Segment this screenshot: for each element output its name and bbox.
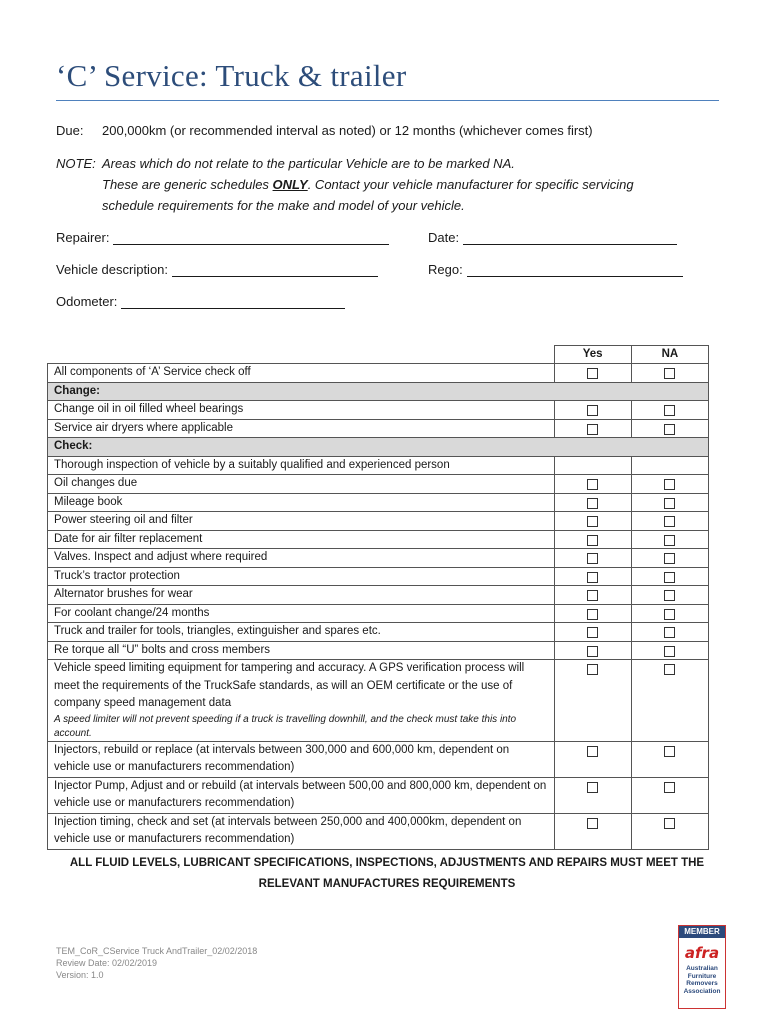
na-cell: [631, 660, 708, 742]
na-checkbox[interactable]: [664, 368, 675, 379]
yes-checkbox[interactable]: [587, 572, 598, 583]
due-text: 200,000km (or recommended interval as noted) or 12 months (whichever comes first): [102, 123, 593, 138]
yes-cell: [554, 475, 631, 494]
checklist-item-text: Injection timing, check and set (at intervals between 250,000 and 400,000km, dependent on vehicle use or manufacturers recommendation): [54, 815, 522, 845]
document-id: TEM_CoR_CService Truck AndTrailer_02/02/2018: [56, 946, 258, 956]
yes-cell: [554, 549, 631, 568]
checklist-item: [48, 604, 555, 623]
yes-checkbox[interactable]: [587, 424, 598, 435]
yes-cell: [554, 419, 631, 438]
table-row: [48, 419, 709, 438]
table-row: [48, 475, 709, 494]
checklist-item: [48, 660, 555, 742]
na-checkbox[interactable]: [664, 646, 675, 657]
yes-cell: [554, 586, 631, 605]
odometer-field[interactable]: [56, 294, 345, 309]
checklist-item: [48, 741, 555, 777]
checklist-item-note: A speed limiter will not prevent speeding if a truck is travelling downhill, and the check must take this into account.: [54, 713, 517, 739]
checklist-item-text: Valves. Inspect and adjust where required: [54, 551, 268, 563]
yes-checkbox[interactable]: [587, 498, 598, 509]
due-label: Due:: [56, 123, 84, 138]
na-checkbox[interactable]: [664, 572, 675, 583]
rego-label: Rego:: [428, 262, 463, 277]
vehicle-description-label: Vehicle description:: [56, 262, 169, 277]
yes-checkbox[interactable]: [587, 405, 598, 416]
checklist-item: [48, 512, 555, 531]
checklist-item: [48, 530, 555, 549]
na-checkbox[interactable]: [664, 818, 675, 829]
na-cell: [631, 512, 708, 531]
checklist-item: [48, 419, 555, 438]
date-label: Date:: [428, 230, 460, 245]
note-line-2-post: . Contact your vehicle manufacturer for specific servicing: [307, 177, 634, 192]
yes-cell: [554, 813, 631, 849]
repairer-field[interactable]: [56, 230, 389, 245]
checklist-item: [48, 475, 555, 494]
na-checkbox[interactable]: [664, 553, 675, 564]
header-spacer: [48, 346, 555, 364]
association-name-1: Australian: [686, 965, 718, 972]
na-cell: [631, 777, 708, 813]
yes-cell: [554, 660, 631, 742]
na-cell: [631, 493, 708, 512]
yes-cell: [554, 512, 631, 531]
version: Version: 1.0: [56, 970, 104, 980]
yes-checkbox[interactable]: [587, 516, 598, 527]
review-date: Review Date: 02/02/2019: [56, 958, 158, 968]
checklist-item: [48, 493, 555, 512]
checklist-item-text: Truck and trailer for tools, triangles, extinguisher and spares etc.: [54, 625, 381, 637]
table-row: [48, 813, 709, 849]
yes-cell: [554, 567, 631, 586]
col-na-header: NA: [631, 346, 708, 364]
checklist-item: [48, 549, 555, 568]
checklist-item-text: Thorough inspection of vehicle by a suitably qualified and experienced person: [54, 458, 450, 471]
yes-checkbox[interactable]: [587, 553, 598, 564]
section-row: [48, 382, 709, 401]
checklist-item-text: Change oil in oil filled wheel bearings: [54, 403, 244, 415]
odometer-blank[interactable]: [121, 296, 345, 309]
na-checkbox[interactable]: [664, 535, 675, 546]
note-emphasis: ONLY: [272, 177, 308, 192]
yes-cell: [554, 741, 631, 777]
na-cell: [631, 567, 708, 586]
table-row: [48, 364, 709, 383]
checklist-item-text: Vehicle speed limiting equipment for tampering and accuracy. A GPS verification process will meet the requirements of the TruckSafe standards, as will an OEM certificate or the use of company speed management data: [54, 662, 525, 709]
yes-checkbox[interactable]: [587, 627, 598, 638]
checklist-item-text: Service air dryers where applicable: [54, 421, 233, 434]
yes-checkbox[interactable]: [587, 479, 598, 490]
checklist-item: [48, 813, 555, 849]
yes-checkbox[interactable]: [587, 609, 598, 620]
date-field[interactable]: [428, 230, 677, 245]
odometer-label: Odometer:: [56, 294, 118, 309]
note-line-2-pre: These are generic schedules: [102, 177, 273, 192]
table-row: [48, 777, 709, 813]
yes-checkbox[interactable]: [587, 746, 598, 757]
member-label: MEMBER: [679, 926, 725, 938]
repairer-label: Repairer:: [56, 230, 110, 245]
checklist-item: [48, 586, 555, 605]
na-cell: [631, 623, 708, 642]
na-cell: [631, 456, 708, 475]
checklist-item: [48, 641, 555, 660]
na-checkbox[interactable]: [664, 627, 675, 638]
na-checkbox[interactable]: [664, 609, 675, 620]
afra-logo: afra: [684, 944, 720, 962]
yes-checkbox[interactable]: [587, 818, 598, 829]
na-checkbox[interactable]: [664, 424, 675, 435]
section-heading: Change:: [48, 382, 709, 401]
note-line-3: schedule requirements for the make and model of your vehicle.: [102, 198, 465, 213]
yes-checkbox[interactable]: [587, 646, 598, 657]
table-row: [48, 604, 709, 623]
yes-checkbox[interactable]: [587, 590, 598, 601]
checklist-item-text: For coolant change/24 months: [54, 606, 210, 619]
table-row: [48, 586, 709, 605]
yes-cell: [554, 641, 631, 660]
na-cell: [631, 364, 708, 383]
note-line-2: [102, 177, 634, 192]
requirements-notice-line-2: RELEVANT MANUFACTURES REQUIREMENTS: [258, 878, 516, 890]
na-cell: [631, 586, 708, 605]
repairer-blank[interactable]: [113, 232, 389, 245]
table-row: [48, 660, 709, 742]
table-row: [48, 567, 709, 586]
checklist-item-text: Injector Pump, Adjust and or rebuild (at intervals between 500,00 and 800,000 km, dependent on vehicle use or manufacturers recommendation): [54, 779, 547, 809]
na-cell: [631, 741, 708, 777]
na-cell: [631, 475, 708, 494]
na-cell: [631, 549, 708, 568]
section-heading: Check:: [48, 438, 709, 457]
checklist-item: [48, 567, 555, 586]
association-name-4: Association: [683, 987, 721, 995]
yes-cell: [554, 364, 631, 383]
association-name-2: Furniture: [687, 972, 717, 980]
na-checkbox[interactable]: [664, 746, 675, 757]
association-name: [679, 965, 725, 995]
na-cell: [631, 530, 708, 549]
yes-cell: [554, 530, 631, 549]
vehicle-description-field[interactable]: [56, 262, 378, 277]
checklist-item-text: Re torque all “U” bolts and cross members: [54, 643, 271, 656]
na-checkbox[interactable]: [664, 590, 675, 601]
checklist-item: [48, 401, 555, 420]
checklist-item-text: Truck’s tractor protection: [54, 569, 180, 582]
na-cell: [631, 419, 708, 438]
checklist-item-text: Injectors, rebuild or replace (at intervals between 300,000 and 600,000 km, dependent on vehicle use or manufacturers recommendation): [54, 743, 510, 773]
yes-cell: [554, 493, 631, 512]
col-yes-header: Yes: [554, 346, 631, 364]
requirements-notice-line-1: ALL FLUID LEVELS, LUBRICANT SPECIFICATIONS, INSPECTIONS, ADJUSTMENTS AND REPAIRS MUST MEET THE: [69, 857, 705, 869]
page-title: ‘C’ Service: Truck & trailer: [56, 58, 407, 93]
note-label: NOTE:: [56, 156, 96, 171]
checklist-item: [48, 777, 555, 813]
checklist-item-text: Power steering oil and filter: [54, 514, 193, 526]
table-row: [48, 401, 709, 420]
yes-cell: [554, 456, 631, 475]
na-checkbox[interactable]: [664, 405, 675, 416]
yes-cell: [554, 604, 631, 623]
yes-checkbox[interactable]: [587, 535, 598, 546]
date-blank[interactable]: [463, 232, 677, 245]
table-row: [48, 530, 709, 549]
yes-cell: [554, 777, 631, 813]
yes-checkbox[interactable]: [587, 368, 598, 379]
title-divider: [56, 100, 719, 101]
association-name-3: Removers: [686, 980, 718, 987]
rego-field[interactable]: [428, 262, 683, 277]
na-cell: [631, 641, 708, 660]
checklist-item-text: Mileage book: [54, 495, 123, 508]
na-checkbox[interactable]: [664, 664, 675, 675]
vehicle-description-blank[interactable]: [172, 264, 378, 277]
rego-blank[interactable]: [467, 264, 683, 277]
afra-member-badge: [678, 925, 726, 1009]
checklist-item: [48, 623, 555, 642]
yes-cell: [554, 623, 631, 642]
checklist-item-text: Alternator brushes for wear: [54, 588, 193, 600]
na-checkbox[interactable]: [664, 479, 675, 490]
yes-checkbox[interactable]: [587, 782, 598, 793]
na-checkbox[interactable]: [664, 498, 675, 509]
table-row: [48, 456, 709, 475]
checklist-item: [48, 456, 555, 475]
na-cell: [631, 813, 708, 849]
table-row: [48, 549, 709, 568]
yes-checkbox[interactable]: [587, 664, 598, 675]
yes-cell: [554, 401, 631, 420]
checklist-item: [48, 364, 555, 383]
na-cell: [631, 604, 708, 623]
service-checklist-table: [47, 345, 709, 850]
table-row: [48, 741, 709, 777]
table-row: [48, 512, 709, 531]
table-row: [48, 493, 709, 512]
checklist-item-text: All components of ‘A’ Service check off: [54, 366, 251, 378]
na-checkbox[interactable]: [664, 782, 675, 793]
table-row: [48, 641, 709, 660]
checklist-item-text: Oil changes due: [54, 477, 138, 489]
section-row: [48, 438, 709, 457]
na-checkbox[interactable]: [664, 516, 675, 527]
na-cell: [631, 401, 708, 420]
note-line-1: Areas which do not relate to the particular Vehicle are to be marked NA.: [102, 156, 515, 171]
table-row: [48, 623, 709, 642]
checklist-item-text: Date for air filter replacement: [54, 532, 203, 545]
